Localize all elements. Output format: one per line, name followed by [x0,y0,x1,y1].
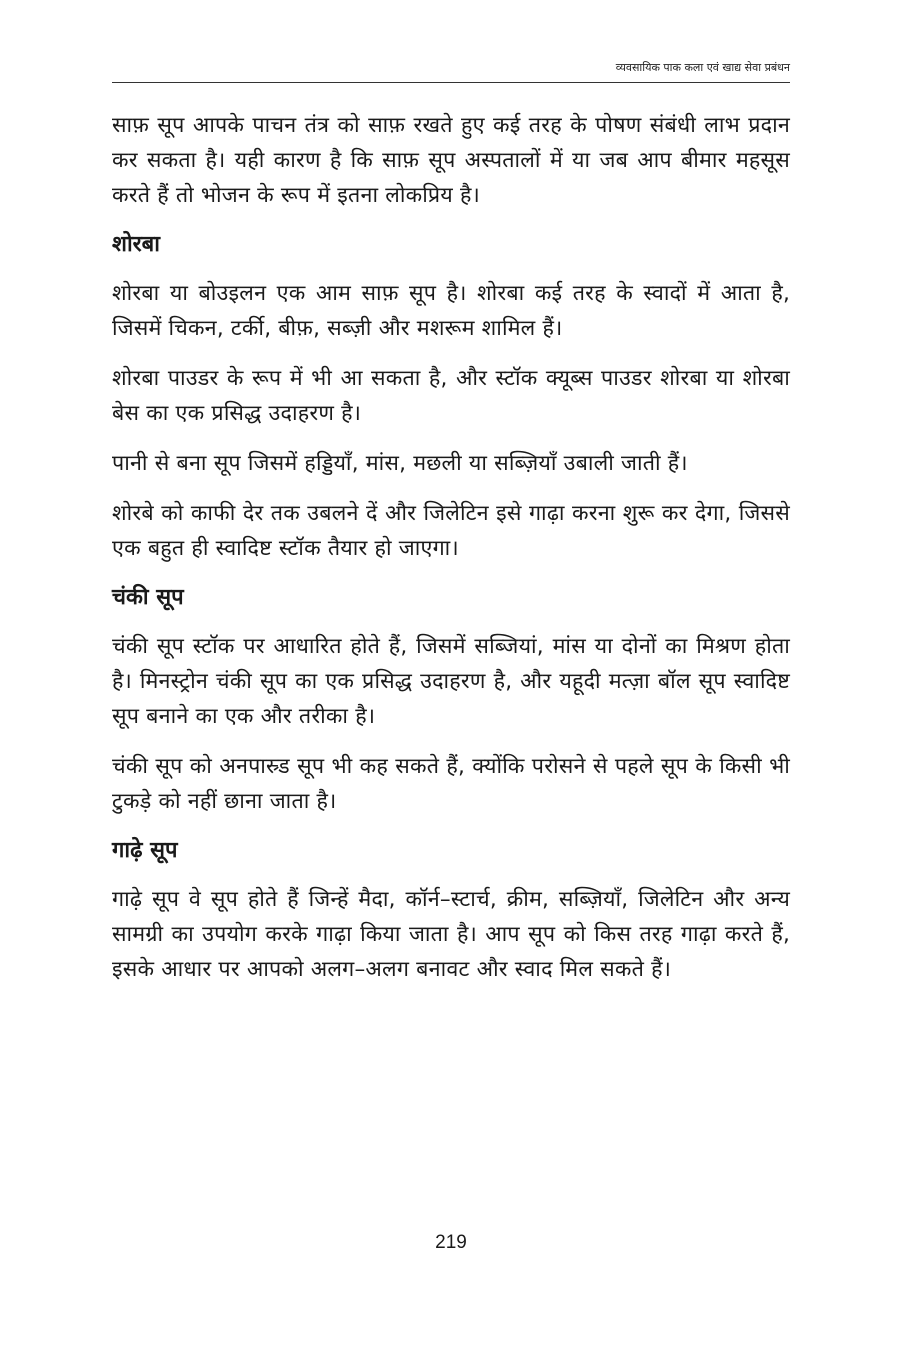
header-rule [112,82,790,83]
paragraph: चंकी सूप स्टॉक पर आधारित होते हैं, जिसमें सब्जियां, मांस या दोनों का मिश्रण होता है। मिनस्ट्रोन चंकी सूप का एक प्रसिद्ध उदाहरण है, और यहूदी मत्ज़ा बॉल सूप स्वादिष्ट सूप बनाने का एक और तरीका है। [112,634,790,729]
intro-paragraph: साफ़ सूप आपके पाचन तंत्र को साफ़ रखते हुए कई तरह के पोषण संबंधी लाभ प्रदान कर सकता है। यही कारण है कि साफ़ सूप अस्पतालों में या जब आप बीमार महसूस करते हैं तो भोजन के रूप में इतना लोकप्रिय है। [112,113,790,208]
section-heading-thick-soup: गाढ़े सूप [112,838,178,863]
paragraph: चंकी सूप को अनपास्र्ड सूप भी कह सकते हैं, क्योंकि परोसने से पहले सूप के किसी भी टुकड़े को नहीं छाना जाता है। [112,754,790,814]
document-page [112,0,790,1350]
section-heading-shorba: शोरबा [112,232,160,257]
paragraph: शोरबा पाउडर के रूप में भी आ सकता है, और स्टॉक क्यूब्स पाउडर शोरबा या शोरबा बेस का एक प्रसिद्ध उदाहरण है। [112,366,790,426]
page-content [112,108,790,1002]
running-header: व्यवसायिक पाक कला एवं खाद्य सेवा प्रबंधन [615,61,790,74]
paragraph: शोरबा या बोउइलन एक आम साफ़ सूप है। शोरबा कई तरह के स्वादों में आता है, जिसमें चिकन, टर्की, बीफ़, सब्ज़ी और मशरूम शामिल हैं। [112,281,790,341]
paragraph: गाढ़े सूप वे सूप होते हैं जिन्हें मैदा, कॉर्न–स्टार्च, क्रीम, सब्ज़ियाँ, जिलेटिन और अन्य सामग्री का उपयोग करके गाढ़ा किया जाता है। आप सूप को किस तरह गाढ़ा करते हैं, इसके आधार पर आपको अलग–अलग बनावट और स्वाद मिल सकते हैं। [112,887,790,982]
page-number: 219 [435,1232,467,1253]
section-heading-chunky-soup: चंकी सूप [112,585,184,610]
paragraph: शोरबे को काफी देर तक उबलने दें और जिलेटिन इसे गाढ़ा करना शुरू कर देगा, जिससे एक बहुत ही स्वादिष्ट स्टॉक तैयार हो जाएगा। [112,501,790,561]
paragraph: पानी से बना सूप जिसमें हड्डियाँ, मांस, मछली या सब्ज़ियाँ उबाली जाती हैं। [112,451,688,476]
